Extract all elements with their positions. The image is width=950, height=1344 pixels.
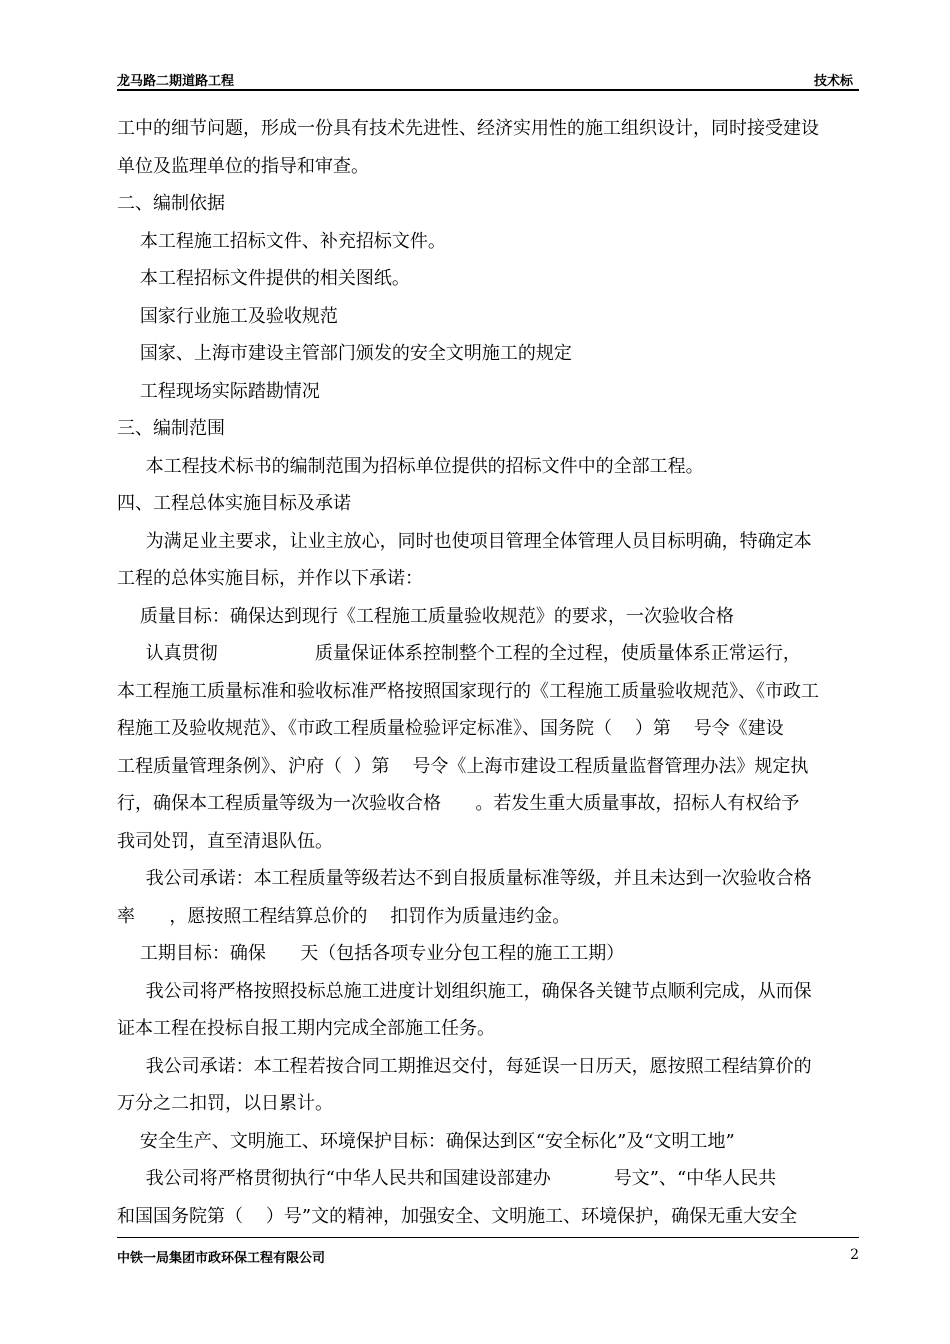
text-line: 我司处罚，直至清退队伍。 xyxy=(117,830,333,852)
text-line: 工期目标：确保 天（包括各项专业分包工程的施工工期） xyxy=(117,943,625,964)
text-line: 本工程技术标书的编制范围为招标单位提供的招标文件中的全部工程。 xyxy=(117,455,704,477)
text-line: 我公司将严格按照投标总施工进度计划组织施工，确保各关键节点顺利完成，从而保 xyxy=(117,980,812,1002)
text-line: 国家行业施工及验收规范 xyxy=(117,305,338,327)
text-line: 我公司承诺：本工程质量等级若达不到自报质量标准等级，并且未达到一次验收合格 xyxy=(117,868,812,889)
page-footer xyxy=(117,1247,859,1265)
page-header xyxy=(117,70,859,88)
text-line: 国家、上海市建设主管部门颁发的安全文明施工的规定 xyxy=(117,343,572,364)
text-line: 工程的总体实施目标，并作以下承诺： xyxy=(117,568,423,589)
text-line: 二、编制依据 xyxy=(117,193,225,214)
text-line: 率 ，愿按照工程结算总价的 扣罚作为质量违约金。 xyxy=(117,905,571,927)
text-line: 质量目标：确保达到现行《工程施工质量验收规范》的要求，一次验收合格 xyxy=(117,605,734,627)
text-line: 我公司将严格贯彻执行“中华人民共和国建设部建办 号文”、“中华人民共 xyxy=(117,1168,777,1189)
footer-rule xyxy=(117,1237,859,1238)
text-line: 三、编制范围 xyxy=(117,418,225,439)
text-line: 万分之二扣罚，以日累计。 xyxy=(117,1093,333,1114)
text-line: 本工程招标文件提供的相关图纸。 xyxy=(117,268,410,289)
text-line: 本工程施工招标文件、补充招标文件。 xyxy=(117,230,446,252)
text-line: 工程质量管理条例》、沪府（ ）第 号令《上海市建设工程质量监督管理办法》规定执 xyxy=(117,755,809,777)
header-rule xyxy=(117,89,859,91)
text-line: 认真贯彻 质量保证体系控制整个工程的全过程，使质量体系正常运行， xyxy=(117,643,801,664)
header-doc-type: 技术标 xyxy=(813,74,853,89)
document-body xyxy=(117,110,859,1235)
text-line: 工中的细节问题，形成一份具有技术先进性、经济实用性的施工组织设计，同时接受建设 xyxy=(117,118,819,139)
text-line: 我公司承诺：本工程若按合同工期推迟交付，每延误一日历天，愿按照工程结算价的 xyxy=(117,1055,812,1077)
text-line: 工程现场实际踏勘情况 xyxy=(117,380,320,402)
text-line: 程施工及验收规范》、《市政工程质量检验评定标准》、国务院（ ）第 号令《建设 xyxy=(117,718,784,739)
header-project-name: 龙马路二期道路工程 xyxy=(117,74,235,89)
text-line: 单位及监理单位的指导和审查。 xyxy=(117,155,369,177)
text-line: 为满足业主要求，让业主放心，同时也使项目管理全体管理人员目标明确，特确定本 xyxy=(117,530,812,552)
text-line: 和国国务院第（ ）号”文的精神，加强安全、文明施工、环境保护，确保无重大安全 xyxy=(117,1205,798,1227)
text-line: 行，确保本工程质量等级为一次验收合格 。若发生重大质量事故，招标人有权给予 xyxy=(117,793,800,814)
text-line: 本工程施工质量标准和验收标准严格按照国家现行的《工程施工质量验收规范》、《市政工 xyxy=(117,680,819,702)
text-line: 安全生产、文明施工、环境保护目标：确保达到区“安全标化”及“文明工地” xyxy=(117,1130,735,1152)
text-line: 四、工程总体实施目标及承诺 xyxy=(117,493,351,514)
text-line: 证本工程在投标自报工期内完成全部施工任务。 xyxy=(117,1018,495,1039)
footer-company-name: 中铁一局集团市政环保工程有限公司 xyxy=(117,1251,326,1266)
page-number: 2 xyxy=(850,1247,859,1263)
